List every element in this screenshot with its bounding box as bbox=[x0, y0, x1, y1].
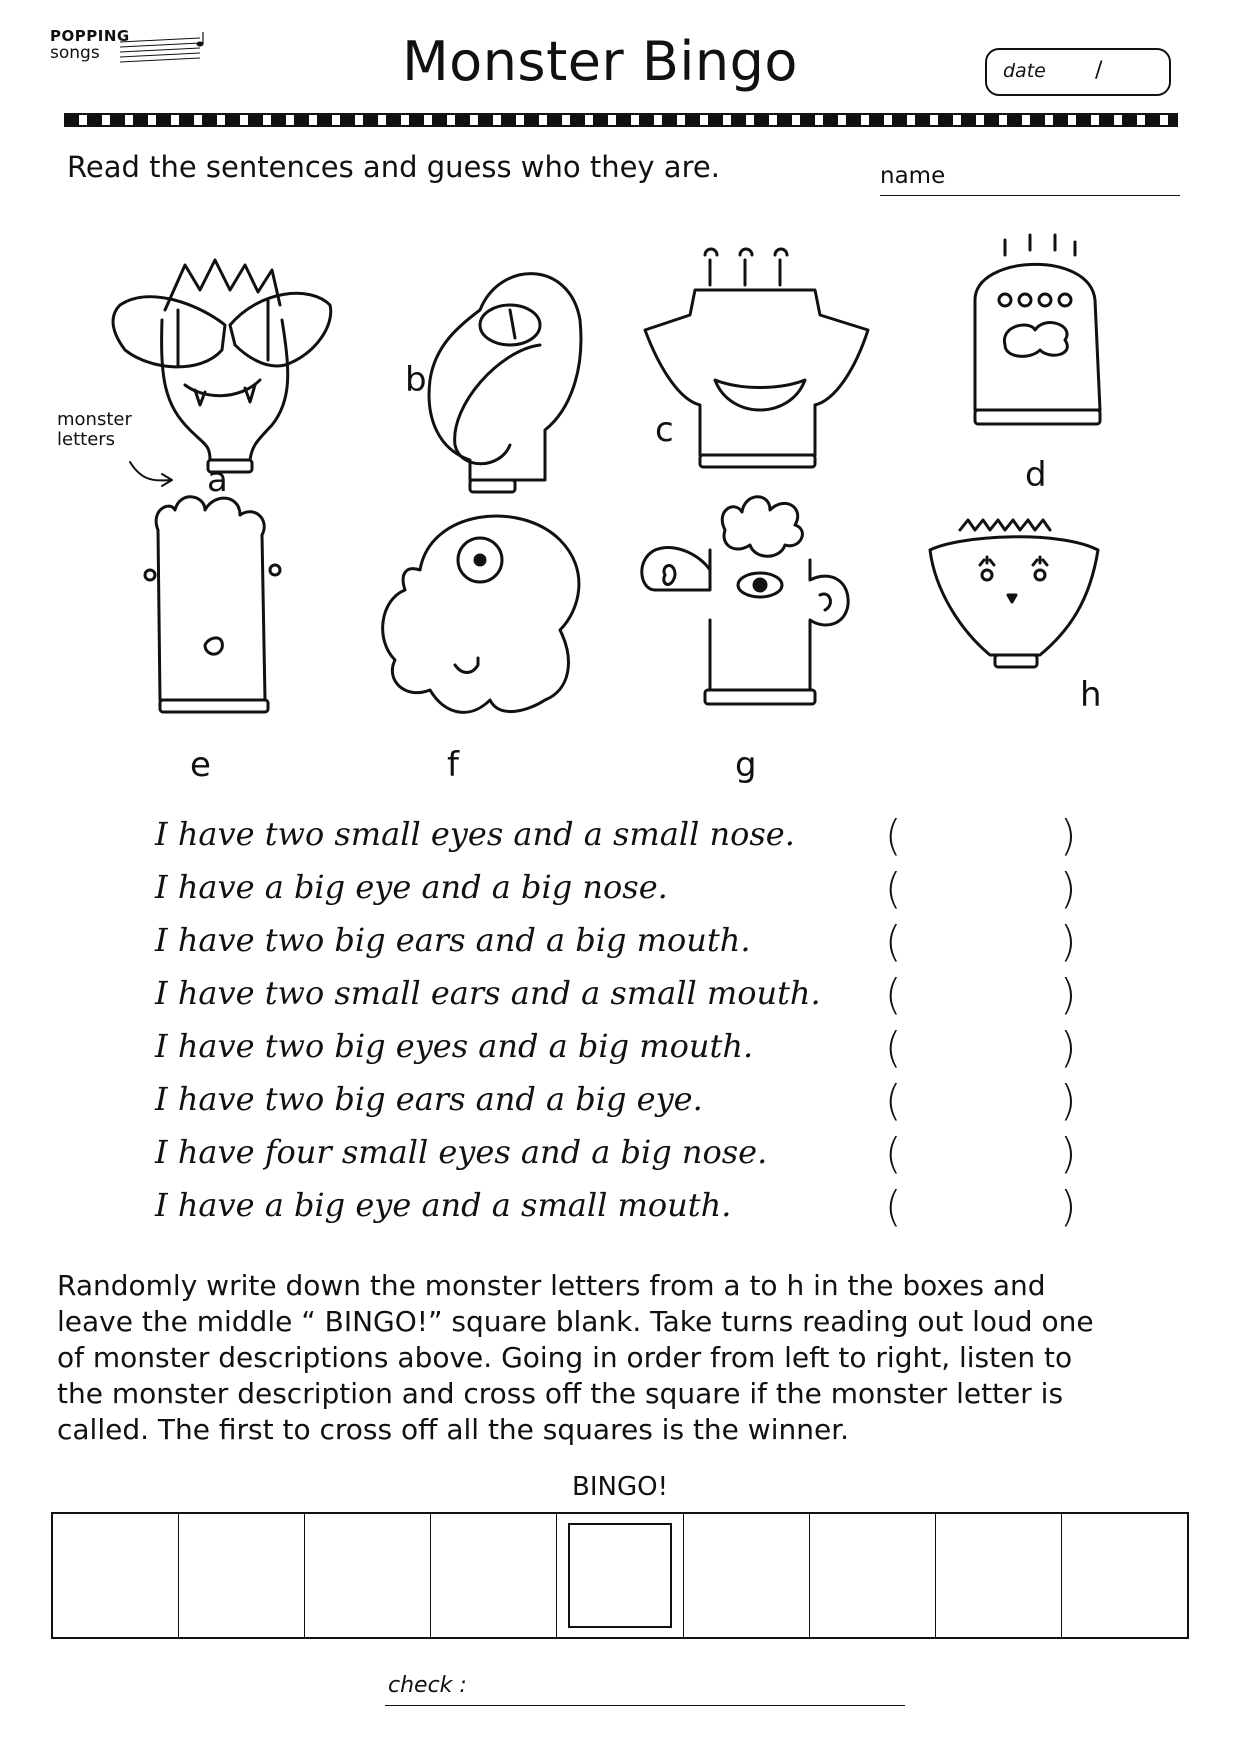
answer-open-paren: ( bbox=[885, 917, 902, 966]
sentence-row bbox=[155, 811, 1105, 868]
sentence-row bbox=[155, 1182, 1105, 1239]
monster-f-drawing bbox=[383, 516, 579, 712]
monster-gallery bbox=[0, 230, 1240, 790]
sentence-text: I have four small eyes and a big nose. bbox=[155, 1133, 768, 1171]
answer-close-paren: ) bbox=[1060, 1076, 1077, 1125]
answer-open-paren: ( bbox=[885, 864, 902, 913]
sentence-text: I have two small ears and a small mouth. bbox=[155, 974, 821, 1012]
sentence-row bbox=[155, 1076, 1105, 1133]
name-label: name bbox=[880, 163, 946, 189]
sentence-row bbox=[155, 970, 1105, 1027]
monster-letter-d: d bbox=[1025, 455, 1047, 495]
sentence-row bbox=[155, 917, 1105, 974]
answer-close-paren: ) bbox=[1060, 970, 1077, 1019]
rules-line: the monster description and cross off the square if the monster letter is bbox=[57, 1377, 1064, 1410]
rules-line: of monster descriptions above. Going in order from left to right, listen to bbox=[57, 1341, 1073, 1374]
check-label: check : bbox=[388, 1673, 467, 1698]
rules-line: Randomly write down the monster letters from a to h in the boxes and bbox=[57, 1269, 1046, 1302]
rules-line: called. The first to cross off all the squares is the winner. bbox=[57, 1413, 850, 1446]
answer-open-paren: ( bbox=[885, 1182, 902, 1231]
answer-open-paren: ( bbox=[885, 1023, 902, 1072]
answer-close-paren: ) bbox=[1060, 1023, 1077, 1072]
sentence-row bbox=[155, 1023, 1105, 1080]
monster-letters-note bbox=[57, 410, 132, 450]
date-label: date bbox=[1003, 60, 1046, 82]
monster-letter-b: b bbox=[405, 360, 427, 400]
bingo-cell[interactable] bbox=[1062, 1514, 1187, 1637]
bingo-cell[interactable] bbox=[305, 1514, 431, 1637]
answer-close-paren: ) bbox=[1060, 811, 1077, 860]
answer-open-paren: ( bbox=[885, 1076, 902, 1125]
rules-line: leave the middle “ BINGO!” square blank. Take turns reading out loud one bbox=[57, 1305, 1094, 1338]
bingo-label: BINGO! bbox=[572, 1472, 668, 1502]
sentence-text: I have two big ears and a big eye. bbox=[155, 1080, 703, 1118]
bingo-free-cell bbox=[557, 1514, 683, 1637]
answer-open-paren: ( bbox=[885, 970, 902, 1019]
bingo-cell[interactable] bbox=[684, 1514, 810, 1637]
name-field[interactable] bbox=[880, 195, 1180, 196]
answer-close-paren: ) bbox=[1060, 1182, 1077, 1231]
monster-letter-a: a bbox=[207, 460, 228, 500]
page-title: Monster Bingo bbox=[402, 30, 798, 93]
monster-letter-h: h bbox=[1080, 675, 1102, 715]
monster-b-drawing bbox=[429, 274, 581, 492]
answer-open-paren: ( bbox=[885, 1129, 902, 1178]
answer-close-paren: ) bbox=[1060, 917, 1077, 966]
monster-h-drawing bbox=[930, 520, 1098, 667]
date-field[interactable] bbox=[985, 48, 1171, 96]
popping-songs-logo bbox=[50, 28, 210, 78]
answer-close-paren: ) bbox=[1060, 864, 1077, 913]
note-line-1: monster bbox=[57, 409, 132, 430]
checkered-divider bbox=[64, 113, 1178, 127]
date-separator: / bbox=[1095, 58, 1103, 83]
monster-letter-g: g bbox=[735, 745, 757, 785]
monster-letter-e: e bbox=[190, 745, 211, 785]
game-rules bbox=[57, 1268, 1217, 1448]
bingo-cell[interactable] bbox=[53, 1514, 179, 1637]
check-field[interactable] bbox=[385, 1705, 905, 1706]
sentence-text: I have a big eye and a big nose. bbox=[155, 868, 668, 906]
monster-d-drawing bbox=[975, 235, 1100, 424]
monster-letter-f: f bbox=[447, 745, 459, 785]
note-line-2: letters bbox=[57, 429, 116, 450]
instruction-text: Read the sentences and guess who they are. bbox=[67, 150, 720, 184]
sentence-list bbox=[155, 811, 1105, 1239]
bingo-grid bbox=[51, 1512, 1189, 1639]
monster-c-drawing bbox=[645, 249, 868, 467]
bingo-cell[interactable] bbox=[179, 1514, 305, 1637]
sentence-text: I have two big eyes and a big mouth. bbox=[155, 1027, 754, 1065]
free-square bbox=[568, 1523, 671, 1628]
monster-e-drawing bbox=[145, 497, 280, 712]
logo-text-bottom: songs bbox=[50, 43, 100, 63]
bingo-cell[interactable] bbox=[810, 1514, 936, 1637]
monster-a-drawing bbox=[113, 260, 331, 472]
sentence-row bbox=[155, 864, 1105, 921]
answer-open-paren: ( bbox=[885, 811, 902, 860]
monster-letter-c: c bbox=[655, 410, 674, 450]
sentence-row bbox=[155, 1129, 1105, 1186]
logo-text-top: POPPING bbox=[50, 27, 130, 45]
sentence-text: I have two big ears and a big mouth. bbox=[155, 921, 751, 959]
monster-g-drawing bbox=[642, 497, 848, 704]
bingo-cell[interactable] bbox=[936, 1514, 1062, 1637]
music-staff-icon bbox=[120, 32, 210, 72]
sentence-text: I have a big eye and a small mouth. bbox=[155, 1186, 732, 1224]
bingo-cell[interactable] bbox=[431, 1514, 557, 1637]
answer-close-paren: ) bbox=[1060, 1129, 1077, 1178]
sentence-text: I have two small eyes and a small nose. bbox=[155, 815, 795, 853]
